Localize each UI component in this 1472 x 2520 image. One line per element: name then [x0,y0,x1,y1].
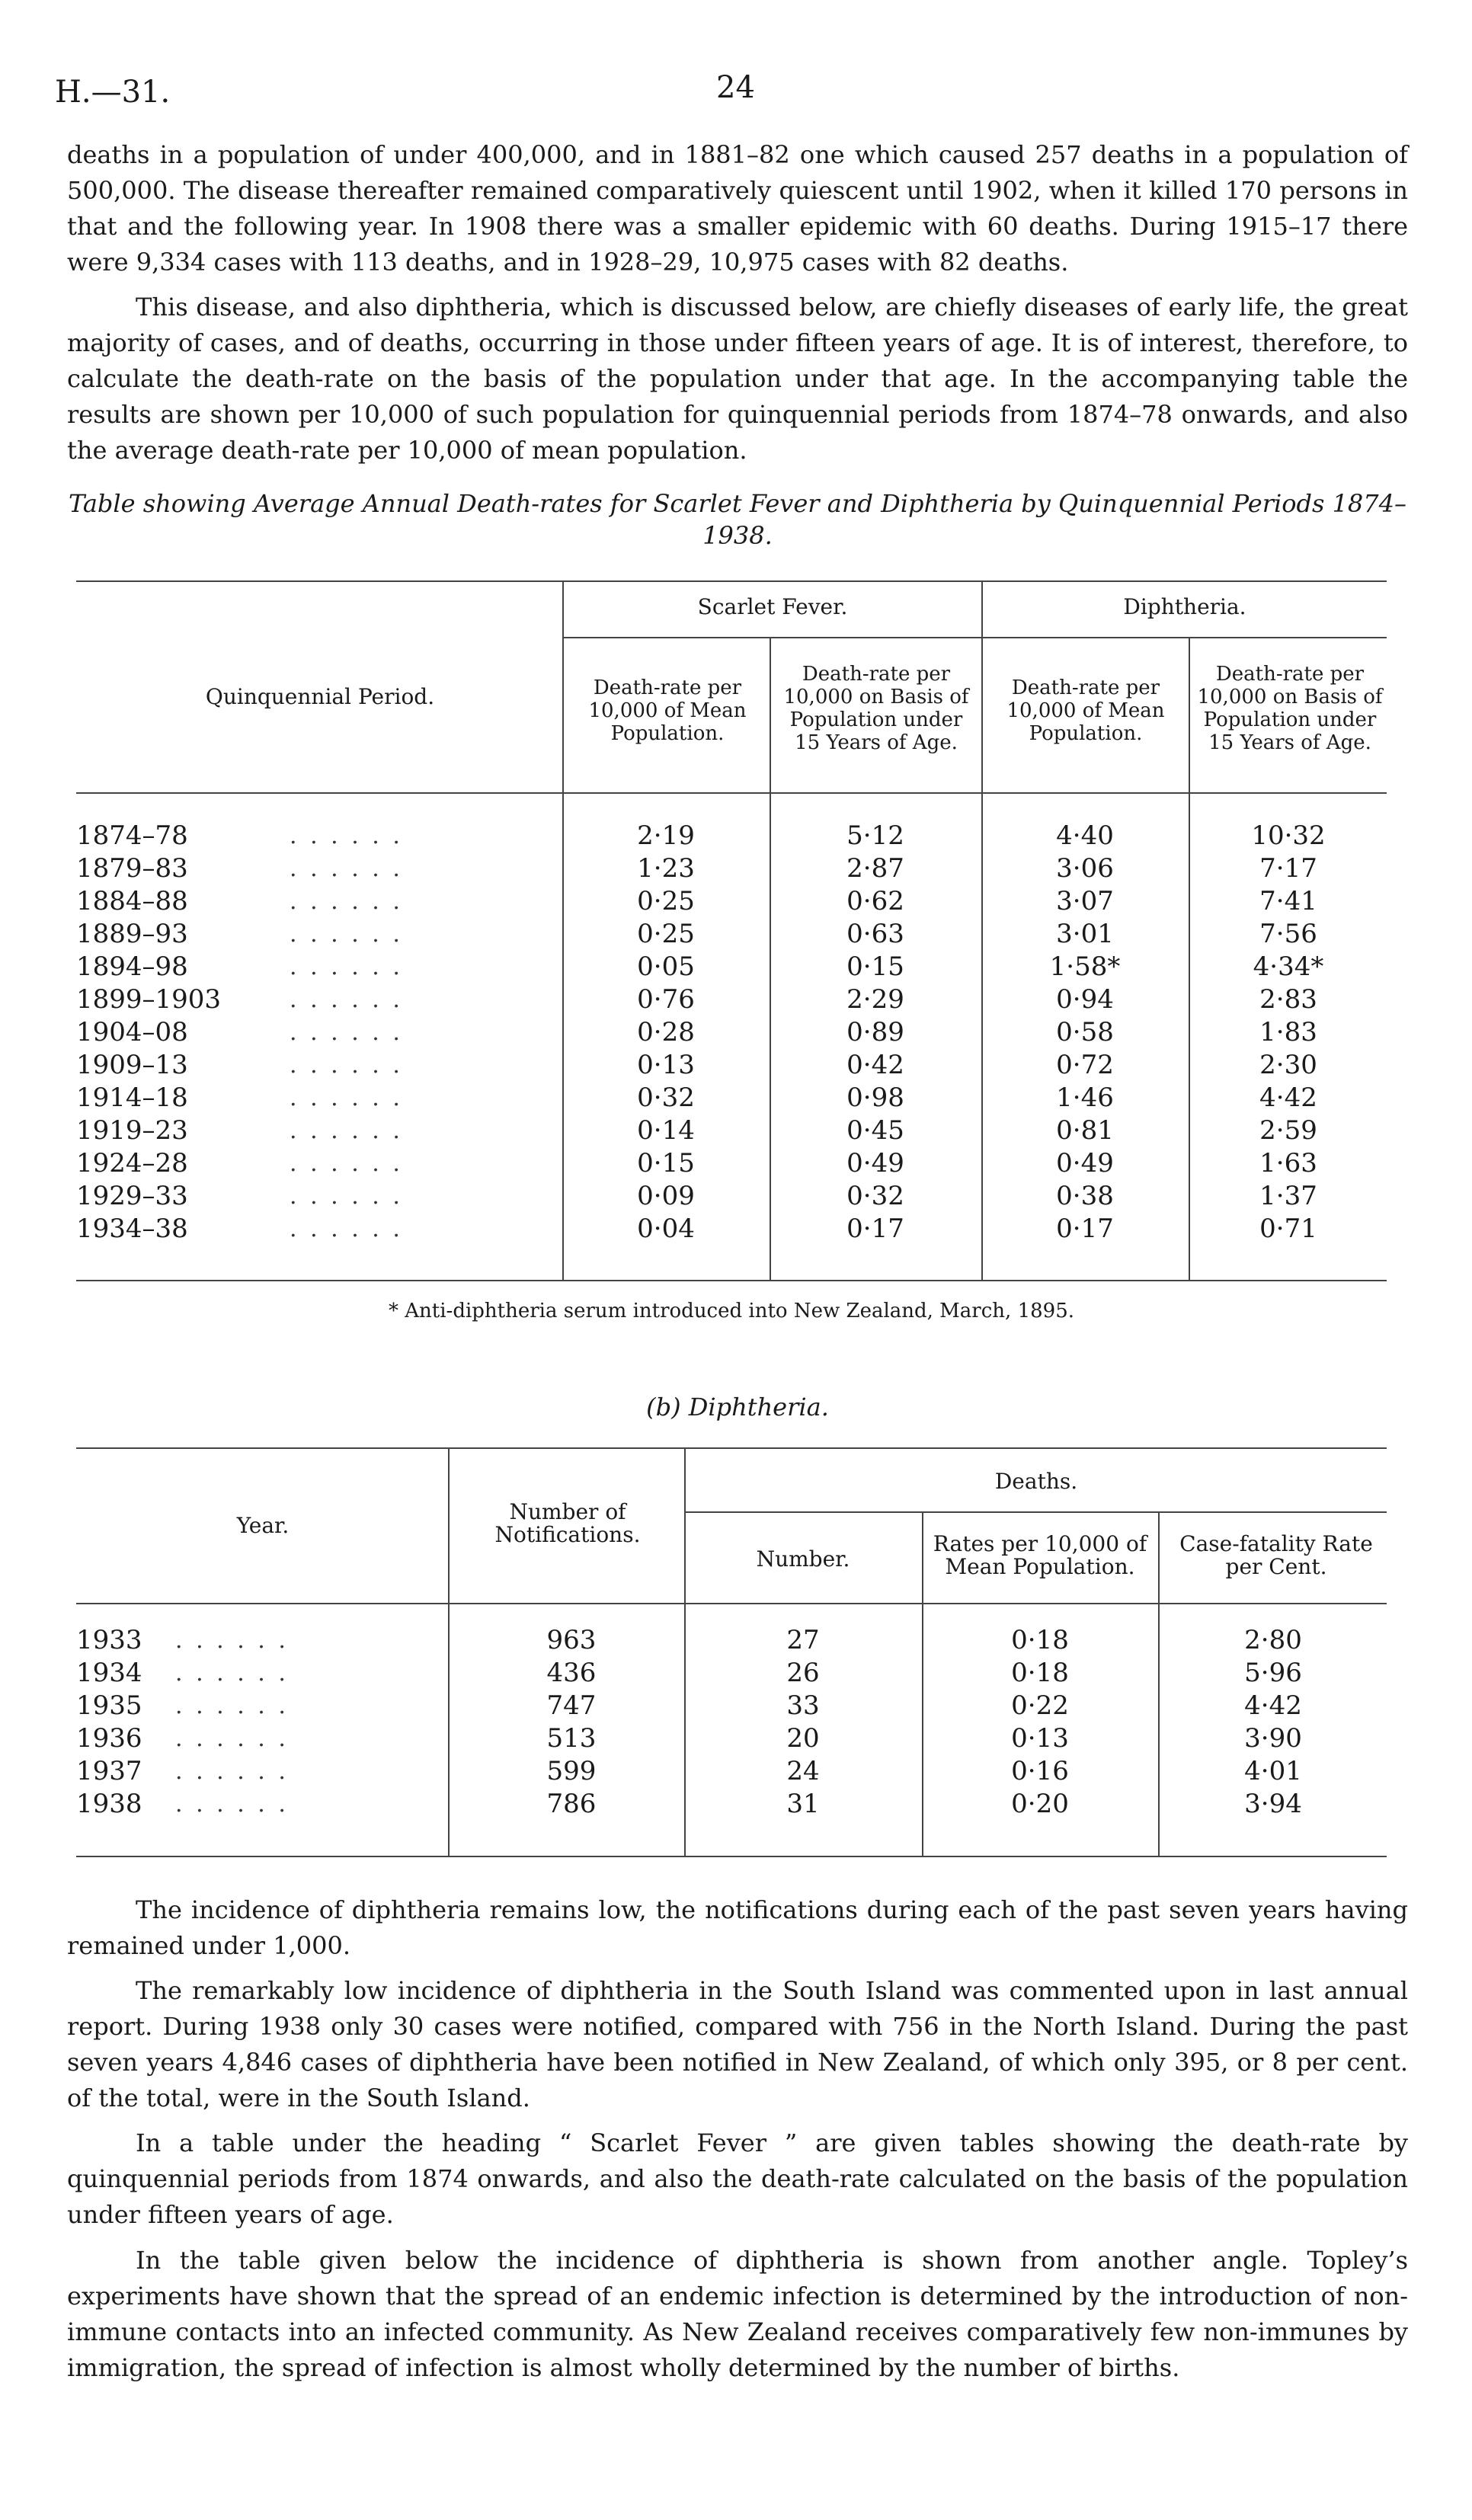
table1-d-u15: 1·63 [1259,1148,1317,1178]
table2-rate: 0·16 [1011,1756,1069,1786]
leader-dots: . . . . . . [290,1085,403,1111]
table2-col-rates: Rates per 10,000 of Mean Population. [933,1531,1147,1579]
table2-year: 1938 [76,1789,142,1819]
table1-sf-mean: 0·13 [637,1050,695,1080]
table1-sf-mean: 0·25 [637,886,695,916]
table1-sf-u15: 0·17 [846,1214,904,1244]
table1-d-mean: 0·72 [1056,1050,1114,1080]
leader-dots: . . . . . . [290,954,403,980]
table2-notifications: 513 [546,1723,597,1754]
table2-number: 27 [786,1625,820,1655]
table2-rate: 0·18 [1011,1625,1069,1655]
table1-period: 1874–78 [76,820,188,851]
table2-col-number: Number. [756,1546,850,1572]
table1-group-diphtheria: Diphtheria. [1123,594,1246,619]
table2-fatality: 2·80 [1244,1625,1302,1655]
table1-sf-u15: 2·87 [846,853,904,884]
table1-sf-mean: 2·19 [637,820,695,851]
leader-dots: . . . . . . [175,1758,289,1785]
table1-d-u15: 4·34* [1253,951,1324,982]
table1-footnote: * Anti-diphtheria serum introduced into New Zealand, March, 1895. [388,1300,1075,1322]
table2-group-deaths: Deaths. [994,1469,1078,1494]
table1-d-mean: 3·06 [1056,853,1114,884]
leader-dots: . . . . . . [290,1118,403,1144]
table1-header-rule [76,792,1387,794]
table1-d-u15: 2·59 [1259,1115,1317,1146]
table1-period: 1879–83 [76,853,188,884]
table2-year: 1934 [76,1658,142,1688]
table1-sf-u15: 0·62 [846,886,904,916]
leader-dots: . . . . . . [290,855,403,882]
table1-period: 1919–23 [76,1115,188,1146]
table2-rate: 0·22 [1011,1690,1069,1721]
leader-dots: . . . . . . [290,987,403,1013]
table1-col-sf-mean: Death-rate per 10,000 of Mean Population. [588,676,747,745]
table2-fatality: 3·90 [1244,1723,1302,1754]
table1-sf-mean: 0·25 [637,919,695,949]
table1-sf-u15: 0·15 [846,951,904,982]
table1-period: 1909–13 [76,1050,188,1080]
table2-notifications: 786 [546,1789,597,1819]
table2-number: 33 [786,1690,820,1721]
page-number: 24 [716,70,755,105]
table1-d-mean: 4·40 [1056,820,1114,851]
table1-d-mean: 0·49 [1056,1148,1114,1178]
table2-bottom-rule [76,1856,1387,1857]
table1-sf-mean: 1·23 [637,853,695,884]
table1-d-u15: 7·56 [1259,919,1317,949]
table1-top-rule [76,580,1387,582]
table1-period: 1929–33 [76,1181,188,1211]
paragraph-scarlet-tables: In a table under the heading “ Scarlet Fever ” are given tables showing the death-rate by quinquennial periods from 1874 onwards, and also the death-rate calculated on the basis of the population under fifteen years of age. [67,2128,1408,2229]
leader-dots: . . . . . . [290,1150,403,1177]
table2-header-rule [76,1603,1387,1604]
table1-d-u15: 0·71 [1259,1214,1317,1244]
table1-d-mean: 1·46 [1056,1083,1114,1113]
leader-dots: . . . . . . [290,823,403,849]
table1-col-period: Quinquennial Period. [205,684,435,709]
table1-period: 1924–28 [76,1148,188,1178]
table1-d-u15: 1·37 [1259,1181,1317,1211]
table2-divider [448,1447,450,1856]
table2-rate: 0·13 [1011,1723,1069,1754]
table2-year: 1937 [76,1756,142,1786]
table1-period: 1899–1903 [76,984,222,1015]
table1-sf-u15: 0·49 [846,1148,904,1178]
table1-sf-mean: 0·14 [637,1115,695,1146]
table2-fatality: 4·42 [1244,1690,1302,1721]
table2-caption: (b) Diphtheria. [646,1393,829,1421]
table1-sf-mean: 0·15 [637,1148,695,1178]
paragraph-topley: In the table given below the incidence of diphtheria is shown from another angle. Topley’s experiments have shown that the spread of an endemic infection is determined by the introduction of non-immune contacts into an infected community. As New Zealand receives comparatively few non-immunes by immigration, the spread of infection is almost wholly determined by the number of births. [67,2246,1408,2382]
table1-col-sf-u15: Death-rate per 10,000 on Basis of Population under 15 Years of Age. [783,663,969,754]
table2-number: 24 [786,1756,820,1786]
table1-d-u15: 7·41 [1259,886,1317,916]
table2-fatality: 5·96 [1244,1658,1302,1688]
paragraph-scarlet-history: deaths in a population of under 400,000, and in 1881–82 one which caused 257 deaths in a population of 500,000. The disease thereafter remained comparatively quiescent until 1902, when it killed 170 persons in that and the following year. In 1908 there was a smaller epidemic with 60 deaths. During 1915–17 there were 9,334 cases with 113 deaths, and in 1928–29, 10,975 cases with 82 deaths. [67,140,1408,277]
table2-rate: 0·18 [1011,1658,1069,1688]
table2-group-rule [684,1511,1387,1513]
leader-dots: . . . . . . [290,921,403,948]
table1-d-mean: 0·58 [1056,1017,1114,1047]
leader-dots: . . . . . . [175,1791,289,1818]
paragraph-early-life: This disease, and also diphtheria, which is discussed below, are chiefly diseases of early life, the great majority of cases, and of deaths, occurring in those under fifteen years of age. It is of interest, therefore, to calculate the death-rate on the basis of the population under that age. In the accompanying table the results are shown per 10,000 of such population for quinquennial periods from 1874–78 onwards, and also the average death-rate per 10,000 of mean population. [67,293,1408,465]
table1-d-u15: 10·32 [1251,820,1326,851]
leader-dots: . . . . . . [290,1052,403,1079]
table2-notifications: 436 [546,1658,597,1688]
table1-sf-u15: 2·29 [846,984,904,1015]
table2-notifications: 747 [546,1690,597,1721]
table2-top-rule [76,1447,1387,1449]
table1-d-u15: 1·83 [1259,1017,1317,1047]
table1-group-scarlet: Scarlet Fever. [697,594,848,619]
report-reference: H.—31. [55,75,171,110]
table1-sf-u15: 5·12 [846,820,904,851]
table1-period: 1914–18 [76,1083,188,1113]
paragraph-incidence-low: The incidence of diphtheria remains low, the notifications during each of the past seven years having remained under 1,000. [67,1895,1408,1960]
table1-d-u15: 4·42 [1259,1083,1317,1113]
table1-col-d-u15: Death-rate per 10,000 on Basis of Population under 15 Years of Age. [1197,663,1383,754]
paragraph-south-island: The remarkably low incidence of diphtheria in the South Island was commented upon in last annual report. During 1938 only 30 cases were notified, compared with 756 in the North Island. During the past seven years 4,846 cases of diphtheria have been notified in New Zealand, of which only 395, or 8 per cent. of the total, were in the South Island. [67,1976,1408,2112]
table1-sf-u15: 0·42 [846,1050,904,1080]
table2-rate: 0·20 [1011,1789,1069,1819]
table1-sf-u15: 0·98 [846,1083,904,1113]
table2-notifications: 599 [546,1756,597,1786]
leader-dots: . . . . . . [290,888,403,915]
table1-d-mean: 0·81 [1056,1115,1114,1146]
table2-year: 1936 [76,1723,142,1754]
table1-period: 1889–93 [76,919,188,949]
table2-number: 26 [786,1658,820,1688]
table1-sf-u15: 0·63 [846,919,904,949]
table1-sf-u15: 0·89 [846,1017,904,1047]
table2-fatality: 3·94 [1244,1789,1302,1819]
table2-col-year: Year. [236,1513,290,1538]
table1-sf-u15: 0·32 [846,1181,904,1211]
table1-col-d-mean: Death-rate per 10,000 of Mean Population. [1006,676,1165,745]
table1-d-u15: 2·30 [1259,1050,1317,1080]
table2-number: 31 [786,1789,820,1819]
table2-number: 20 [786,1723,820,1754]
leader-dots: . . . . . . [175,1660,289,1687]
table1-period: 1934–38 [76,1214,188,1244]
table1-d-mean: 0·94 [1056,984,1114,1015]
table1-sf-mean: 0·09 [637,1181,695,1211]
table1-d-mean: 0·17 [1056,1214,1114,1244]
table1-d-mean: 3·01 [1056,919,1114,949]
table1-period: 1894–98 [76,951,188,982]
table1-d-mean: 0·38 [1056,1181,1114,1211]
table2-fatality: 4·01 [1244,1756,1302,1786]
leader-dots: . . . . . . [175,1627,289,1654]
leader-dots: . . . . . . [175,1693,289,1719]
table1-sf-mean: 0·04 [637,1214,695,1244]
leader-dots: . . . . . . [290,1019,403,1046]
leader-dots: . . . . . . [175,1725,289,1752]
table2-notifications: 963 [546,1625,597,1655]
table1-d-u15: 2·83 [1259,984,1317,1015]
table1-period: 1884–88 [76,886,188,916]
table1-sf-mean: 0·28 [637,1017,695,1047]
table1-bottom-rule [76,1280,1387,1281]
table1-sf-mean: 0·76 [637,984,695,1015]
table2-col-notifications: Number of Notifications. [494,1499,641,1547]
table1-sf-mean: 0·32 [637,1083,695,1113]
table1-sf-u15: 0·45 [846,1115,904,1146]
leader-dots: . . . . . . [290,1183,403,1210]
table1-d-mean: 3·07 [1056,886,1114,916]
leader-dots: . . . . . . [290,1216,403,1242]
table2-year: 1935 [76,1690,142,1721]
table1-sf-mean: 0·05 [637,951,695,982]
table1-group-rule [562,637,1387,638]
table1-d-mean: 1·58* [1049,951,1121,982]
table1-period: 1904–08 [76,1017,188,1047]
table1-caption: Table showing Average Annual Death-rates for Scarlet Fever and Diphtheria by Quinquennial Periods 1874–1938. [68,489,1406,550]
table1-d-u15: 7·17 [1259,853,1317,884]
table2-col-fatality: Case-fatality Rate per Cent. [1179,1531,1373,1579]
table2-year: 1933 [76,1625,142,1655]
